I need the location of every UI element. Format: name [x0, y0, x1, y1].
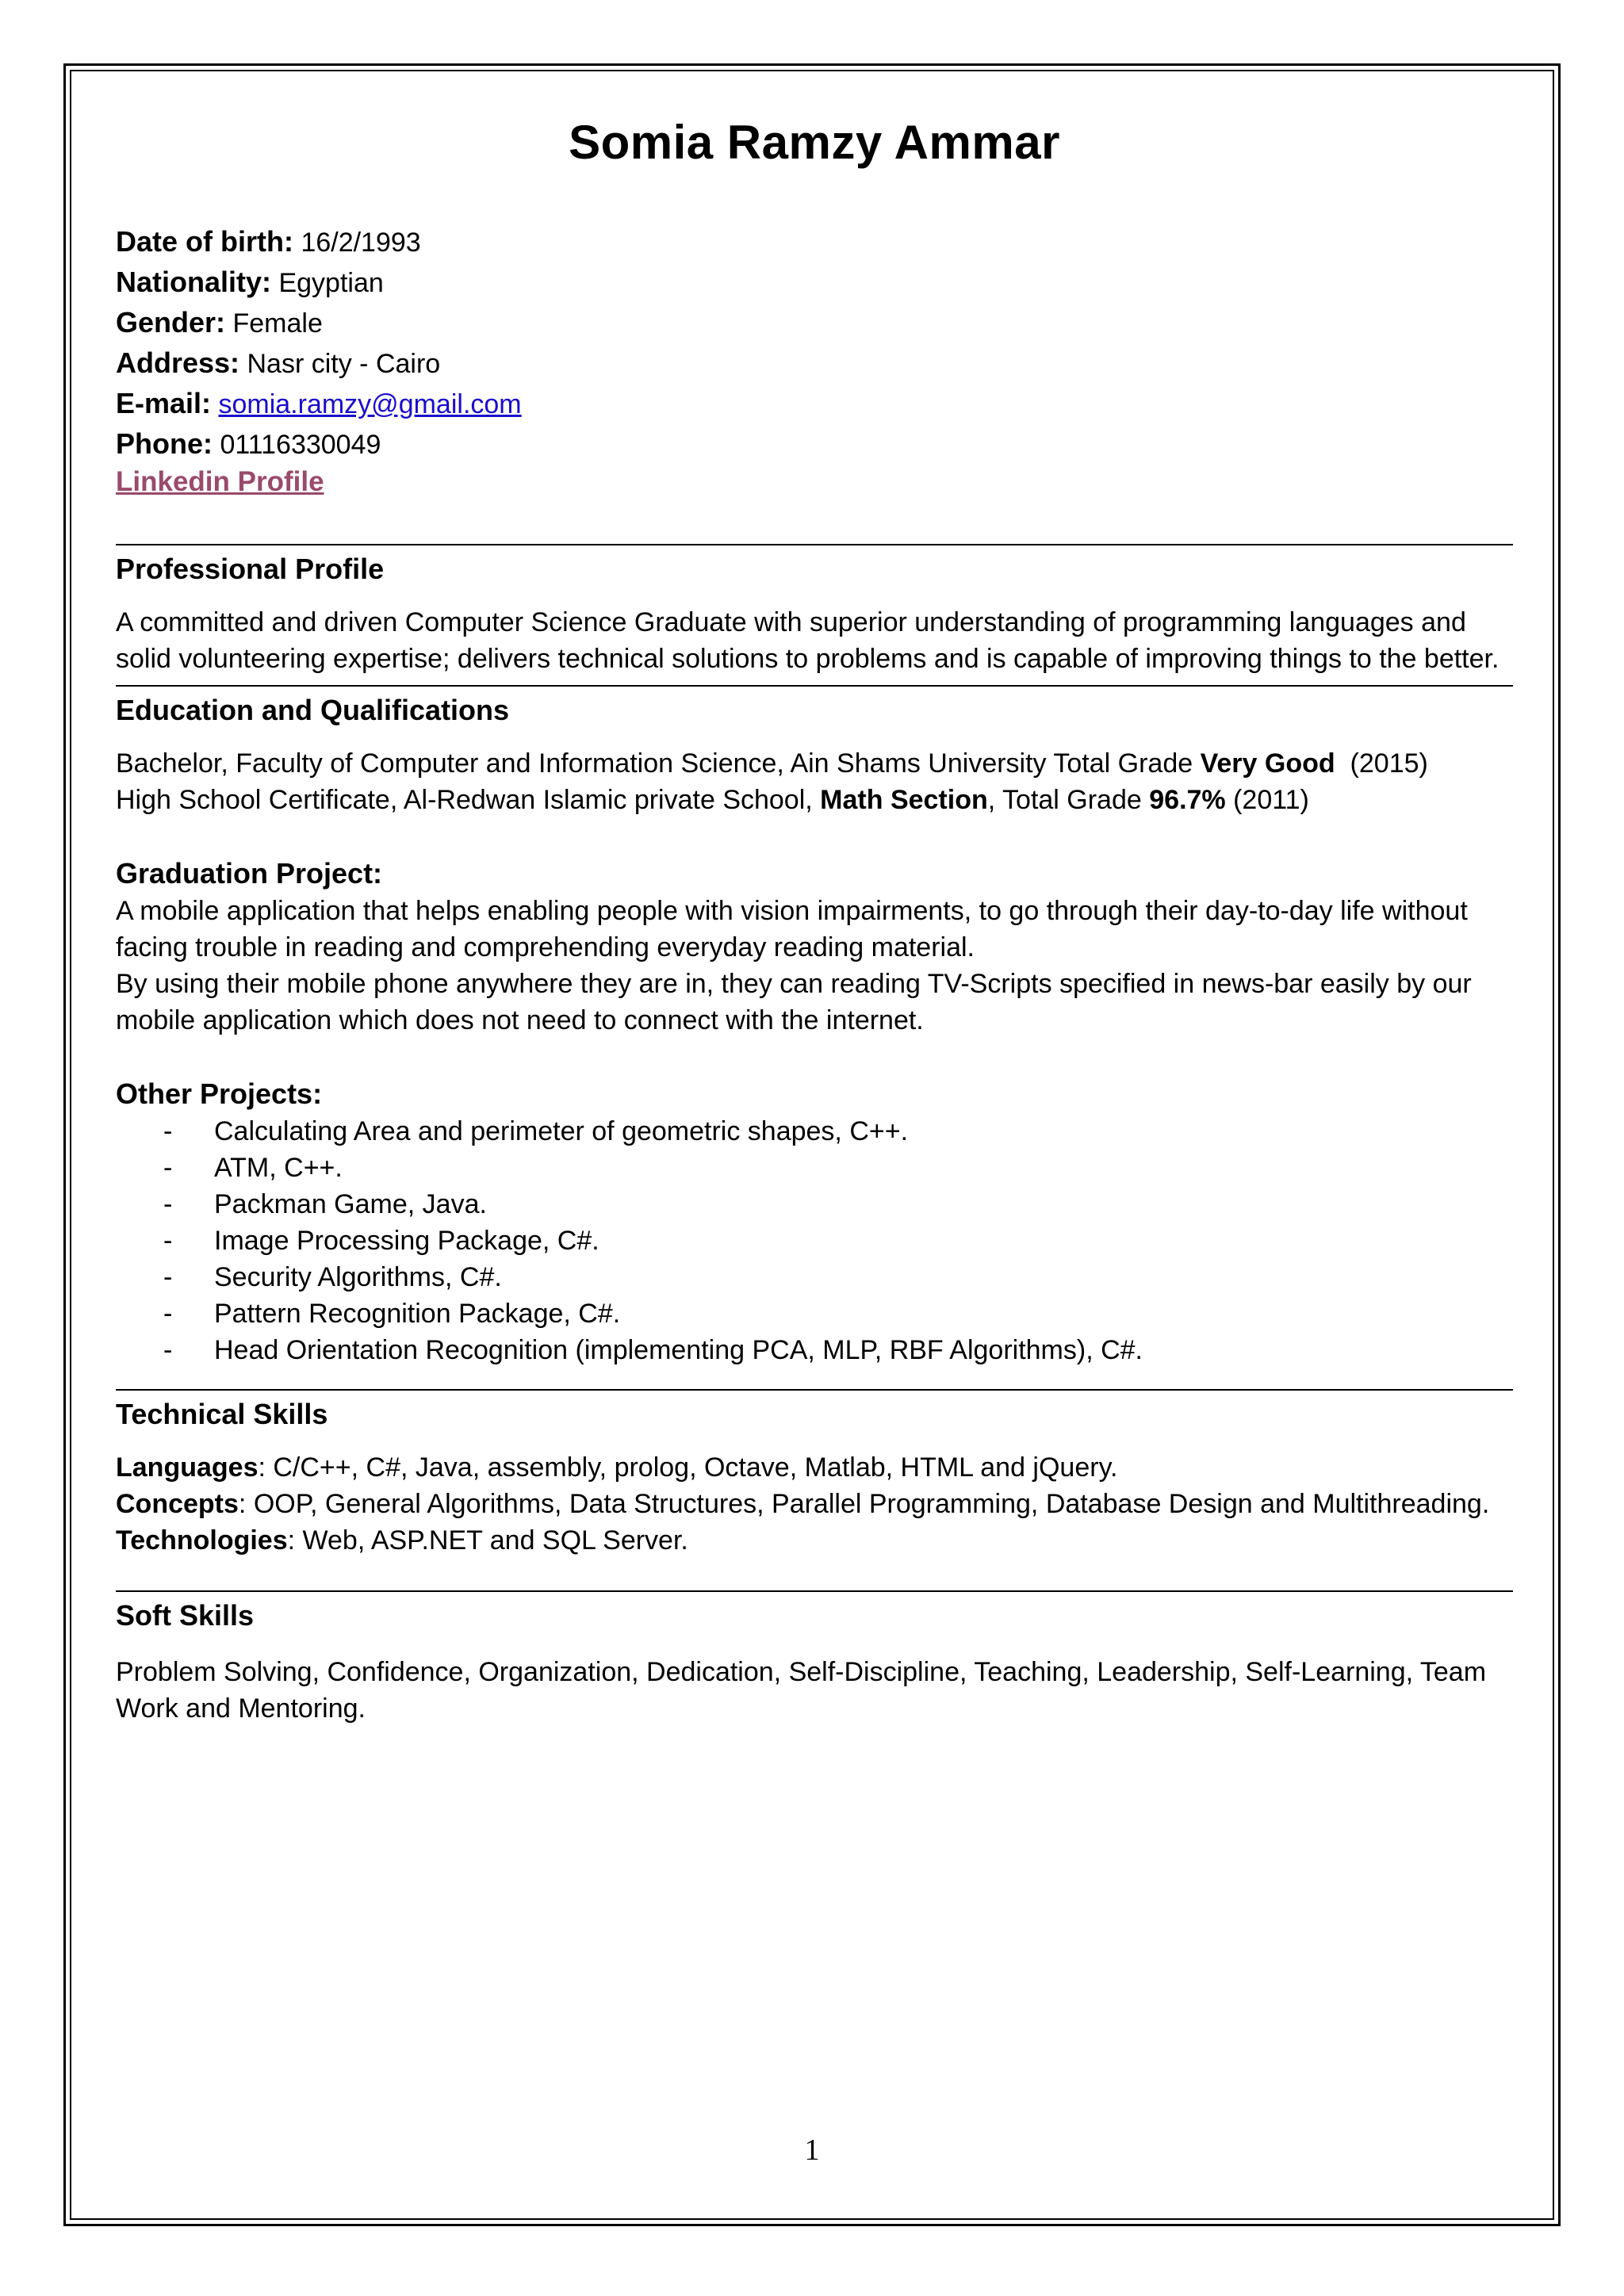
other-projects-list: [116, 1113, 1513, 1368]
bachelor-text: Bachelor, Faculty of Computer and Information Science, Ain Shams University Total Grade: [116, 748, 1201, 779]
dash-bullet: -: [163, 1189, 173, 1219]
nationality-line: [116, 262, 1513, 303]
languages-line: [116, 1449, 1513, 1486]
project-text: Pattern Recognition Package, C#.: [214, 1299, 621, 1329]
dash-bullet: -: [163, 1299, 173, 1329]
other-projects-title: Other Projects:: [116, 1077, 323, 1110]
linkedin-line: [116, 465, 1513, 499]
personal-info: [116, 222, 1513, 499]
graduation-project-line2: By using their mobile phone anywhere they are in, they can reading TV-Scripts specified in news-bar easily by our mobile application which does not need to connect with the internet.: [116, 969, 1472, 1035]
section-divider: [116, 1590, 1513, 1592]
address-label: Address:: [116, 346, 240, 379]
dob-line: [116, 222, 1513, 262]
concepts-value: : OOP, General Algorithms, Data Structures, Parallel Programming, Database Design and Multithreading.: [238, 1489, 1490, 1519]
email-line: [116, 384, 1513, 424]
project-text: Calculating Area and perimeter of geometric shapes, C++.: [214, 1116, 909, 1146]
bachelor-grade: Very Good: [1200, 748, 1335, 779]
phone-line: [116, 424, 1513, 465]
graduation-project-title: Graduation Project:: [116, 857, 383, 890]
concepts-line: [116, 1486, 1513, 1522]
dob-value: 16/2/1993: [301, 228, 421, 258]
soft-skills-title: Soft Skills: [116, 1599, 255, 1632]
dash-bullet: -: [163, 1226, 173, 1256]
email-label: E-mail:: [116, 387, 212, 419]
project-text: Image Processing Package, C#.: [214, 1226, 599, 1256]
gender-line: [116, 303, 1513, 343]
school-section: Math Section: [820, 785, 988, 815]
technologies-label: Technologies: [116, 1525, 288, 1556]
concepts-label: Concepts: [116, 1489, 239, 1519]
project-text: Head Orientation Recognition (implementing PCA, MLP, RBF Algorithms), C#.: [214, 1335, 1143, 1365]
project-text: Packman Game, Java.: [214, 1189, 487, 1219]
project-text: ATM, C++.: [214, 1153, 343, 1183]
school-text: High School Certificate, Al-Redwan Islamic private School,: [116, 785, 821, 815]
section-divider: [116, 1389, 1513, 1391]
school-grade: 96.7%: [1149, 785, 1226, 815]
section-divider: [116, 544, 1513, 545]
email-link[interactable]: somia.ramzy@gmail.com: [218, 389, 522, 419]
technical-skills-title: Technical Skills: [116, 1398, 328, 1430]
graduation-project-line1: A mobile application that helps enabling people with vision impairments, to go through their day-to-day life without facing trouble in reading and comprehending everyday reading material.: [116, 896, 1468, 962]
linkedin-link[interactable]: Linkedin Profile: [116, 466, 324, 497]
section-divider: [116, 685, 1513, 687]
dob-label: Date of birth:: [116, 225, 293, 258]
project-item: [163, 1259, 1513, 1295]
dash-bullet: -: [163, 1153, 173, 1183]
candidate-name: Somia Ramzy Ammar: [569, 116, 1060, 169]
soft-skills-text: Problem Solving, Confidence, Organization, Dedication, Self-Discipline, Teaching, Leadership, Self-Learning, Team Work and Mentoring.: [116, 1657, 1487, 1724]
technologies-line: [116, 1522, 1513, 1559]
professional-profile-title: Professional Profile: [116, 553, 385, 585]
address-value: Nasr city - Cairo: [247, 349, 441, 379]
technologies-value: : Web, ASP.NET and SQL Server.: [287, 1525, 688, 1556]
languages-label: Languages: [116, 1452, 259, 1483]
education-title: Education and Qualifications: [116, 694, 510, 726]
school-year: (2011): [1225, 785, 1309, 815]
education-bachelor: [116, 745, 1513, 782]
page-number: 1: [804, 2133, 820, 2167]
nationality-label: Nationality:: [116, 266, 272, 298]
address-line: [116, 343, 1513, 384]
project-item: [163, 1223, 1513, 1259]
bachelor-year: (2015): [1335, 748, 1428, 779]
nationality-value: Egyptian: [278, 268, 384, 298]
professional-profile-text: A committed and driven Computer Science Graduate with superior understanding of programming languages and solid volunteering expertise; delivers technical solutions to problems and is capable of improving things to the better.: [116, 607, 1500, 674]
dash-bullet: -: [163, 1116, 173, 1146]
project-item: [163, 1295, 1513, 1332]
dash-bullet: -: [163, 1335, 173, 1365]
project-item: [163, 1186, 1513, 1223]
gender-value: Female: [232, 308, 323, 339]
dash-bullet: -: [163, 1262, 173, 1292]
languages-value: : C/C++, C#, Java, assembly, prolog, Octave, Matlab, HTML and jQuery.: [258, 1452, 1118, 1483]
project-item: [163, 1113, 1513, 1150]
school-grade-text: , Total Grade: [987, 785, 1150, 815]
phone-value: 01116330049: [220, 430, 381, 460]
project-item: [163, 1150, 1513, 1186]
project-text: Security Algorithms, C#.: [214, 1262, 502, 1292]
phone-label: Phone:: [116, 427, 213, 460]
project-item: [163, 1332, 1513, 1368]
education-school: [116, 782, 1513, 818]
resume-content: [116, 111, 1513, 1727]
gender-label: Gender:: [116, 306, 226, 339]
